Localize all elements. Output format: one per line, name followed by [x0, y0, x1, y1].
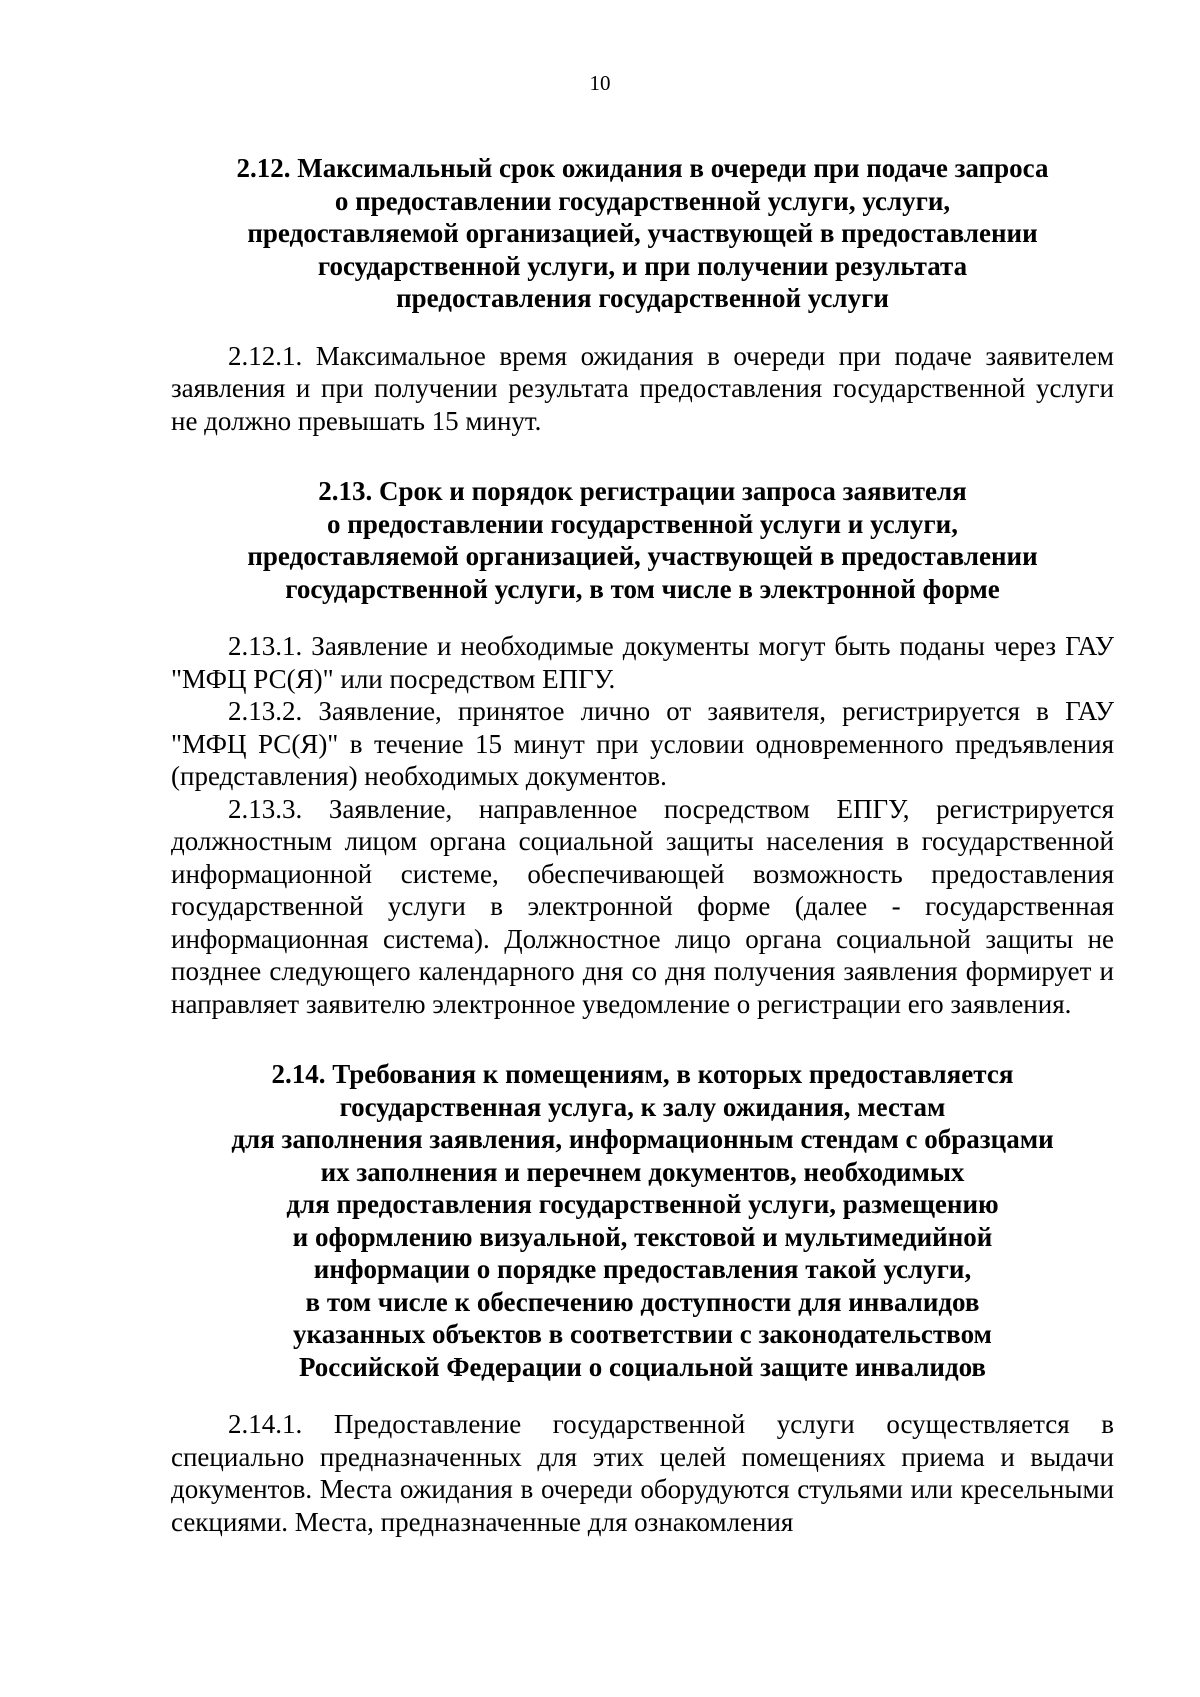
- section-heading-2-13: [171, 475, 1114, 605]
- heading-line: указанных объектов в соответствии с законодательством: [293, 1319, 992, 1349]
- document-body: [171, 152, 1114, 1538]
- heading-line: государственной услуги, в том числе в электронной форме: [285, 573, 1000, 604]
- heading-line: 2.13. Срок и порядок регистрации запроса заявителя: [318, 476, 967, 506]
- heading-line: для заполнения заявления, информационным стендам с образцами: [231, 1124, 1054, 1154]
- heading-line: 2.12. Максимальный срок ожидания в очереди при подаче запроса: [236, 153, 1049, 183]
- heading-line: 2.14. Требования к помещениям, в которых предоставляется: [271, 1059, 1014, 1089]
- heading-line: и оформлению визуальной, текстовой и мультимедийной: [292, 1221, 993, 1252]
- heading-line: информации о порядке предоставления такой услуги,: [313, 1254, 972, 1284]
- section-heading-2-14: [171, 1058, 1114, 1383]
- paragraph-2-14-1: 2.14.1. Предоставление государственной услуги осуществляется в специально предназначенных для этих целей помещениях приема и выдачи документов. Места ожидания в очереди оборудуются стульями или кресельными секциями. Места, предназначенные для ознакомления: [171, 1409, 1114, 1537]
- paragraph-2-12-1: 2.12.1. Максимальное время ожидания в очереди при подаче заявителем заявления и при получении результата предоставления государственной услуги не должно превышать 15 минут.: [171, 340, 1114, 436]
- heading-line: предоставления государственной услуги: [396, 283, 889, 313]
- heading-line: государственная услуга, к залу ожидания, местам: [339, 1091, 946, 1122]
- heading-line: в том числе к обеспечению доступности для инвалидов: [305, 1286, 980, 1317]
- heading-line: о предоставлении государственной услуги и услуги,: [327, 508, 958, 539]
- paragraph-2-13-1: 2.13.1. Заявление и необходимые документы могут быть поданы через ГАУ "МФЦ РС(Я)" или посредством ЕПГУ.: [171, 631, 1114, 694]
- heading-line: Российской Федерации о социальной защите инвалидов: [298, 1351, 987, 1382]
- heading-line: для предоставления государственной услуги, размещению: [286, 1189, 999, 1219]
- heading-line: их заполнения и перечнем документов, необходимых: [320, 1156, 965, 1187]
- heading-line: предоставляемой организацией, участвующей в предоставлении: [247, 218, 1038, 248]
- heading-line: предоставляемой организацией, участвующей в предоставлении: [247, 541, 1038, 571]
- heading-line: государственной услуги, и при получении результата: [317, 250, 968, 281]
- section-heading-2-12: [171, 152, 1114, 315]
- heading-line: о предоставлении государственной услуги, услуги,: [334, 185, 951, 216]
- page-number: 10: [589, 71, 611, 95]
- paragraph-2-13-3: 2.13.3. Заявление, направленное посредством ЕПГУ, регистрируется должностным лицом органа социальной защиты населения в государственной информационной системе, обеспечивающей возможность предоставления государственной услуги в электронной форме (далее - государственная информационная система). Должностное лицо органа социальной защиты не позднее следующего календарного дня со дня получения заявления формирует и направляет заявителю электронное уведомление о регистрации его заявления.: [171, 793, 1114, 1019]
- paragraph-2-13-2: 2.13.2. Заявление, принятое лично от заявителя, регистрируется в ГАУ "МФЦ РС(Я)" в течение 15 минут при условии одновременного предъявления (представления) необходимых документов.: [171, 696, 1114, 791]
